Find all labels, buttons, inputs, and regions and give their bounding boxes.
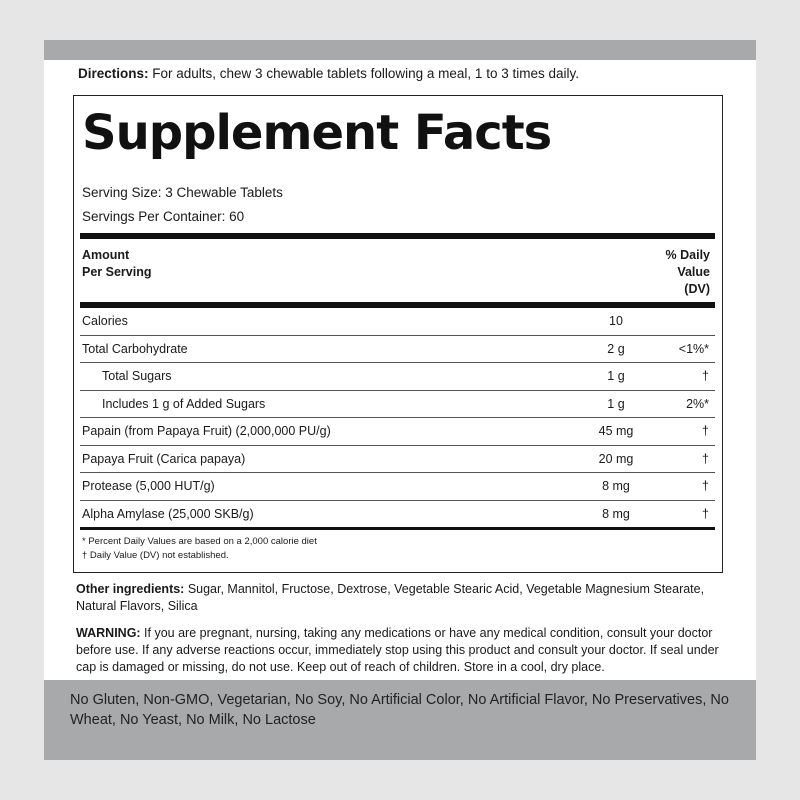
- footnote-percent-dv: * Percent Daily Values are based on a 2,000 calorie diet: [82, 536, 317, 547]
- directions-body: For adults, chew 3 chewable tablets following a meal, 1 to 3 times daily.: [148, 66, 579, 81]
- nutrient-amount: 8 mg: [602, 506, 630, 521]
- nutrient-row: [80, 336, 715, 364]
- nutrient-name: Includes 1 g of Added Sugars: [102, 396, 266, 411]
- nutrient-name: Protease (5,000 HUT/g): [82, 479, 215, 493]
- nutrient-dv: †: [702, 506, 709, 521]
- nutrient-dv: †: [702, 424, 709, 438]
- amount-header-line-1: Amount: [82, 248, 130, 262]
- other-ingredients: [76, 581, 726, 615]
- amount-header: [82, 247, 151, 281]
- warning-body: If you are pregnant, nursing, taking any medications or have any medical condition, consult your doctor before use. If any adverse reactions occur, immediately stop using this product and consult your doctor. If seal under cap is damaged or missing, do not use. Keep out of reach of children. Store in a cool, dry place.: [76, 626, 719, 674]
- nutrient-amount: 1 g: [607, 396, 625, 411]
- nutrient-row: [80, 418, 715, 446]
- divider-thick-top: [80, 233, 715, 239]
- footnote-dv-not-established: † Daily Value (DV) not established.: [82, 550, 229, 561]
- nutrient-row: [80, 501, 715, 531]
- nutrient-name: Papaya Fruit (Carica papaya): [82, 451, 246, 466]
- nutrient-dv: 2%*: [686, 396, 709, 411]
- nutrient-amount: 2 g: [607, 341, 625, 356]
- nutrient-amount: 8 mg: [602, 479, 630, 493]
- nutrient-amount: 45 mg: [598, 424, 634, 438]
- nutrient-row: [80, 446, 715, 474]
- nutrient-row: [80, 308, 715, 336]
- nutrient-name: Papain (from Papaya Fruit) (2,000,000 PU/g): [82, 424, 331, 438]
- product-claims: No Gluten, Non-GMO, Vegetarian, No Soy, No Artificial Color, No Artificial Flavor, No Preservatives, No Wheat, No Yeast, No Milk, No Lactose: [70, 692, 729, 728]
- nutrient-row: [80, 391, 715, 419]
- daily-value-header-line-2: Value: [677, 265, 710, 279]
- nutrient-table: [80, 308, 715, 530]
- daily-value-header-line-1: % Daily: [665, 248, 710, 262]
- daily-value-header-line-3: (DV): [684, 282, 710, 296]
- warning-label: WARNING:: [76, 626, 141, 640]
- nutrient-amount: 10: [609, 314, 623, 328]
- nutrient-row: [80, 363, 715, 391]
- nutrient-amount: 20 mg: [598, 451, 634, 466]
- nutrient-row: [80, 473, 715, 501]
- warning-text: [76, 625, 726, 676]
- directions-text: [78, 65, 728, 83]
- supplement-facts-title: Supplement Facts: [82, 105, 552, 161]
- other-ingredients-text: Sugar, Mannitol, Fructose, Dextrose, Vegetable Stearic Acid, Vegetable Magnesium Stearate, Natural Flavors, Silica: [76, 582, 705, 613]
- nutrient-name: Total Sugars: [102, 369, 172, 383]
- supplement-facts-panel: [73, 95, 723, 573]
- daily-value-header: [666, 247, 710, 298]
- facts-footnotes: [82, 535, 317, 563]
- other-ingredients-label: Other ingredients:: [76, 582, 185, 596]
- amount-header-line-2: Per Serving: [82, 265, 152, 279]
- nutrient-amount: 1 g: [607, 369, 625, 383]
- nutrient-name: Calories: [82, 314, 128, 328]
- nutrient-name: Total Carbohydrate: [82, 341, 188, 356]
- directions-label: Directions:: [78, 66, 149, 81]
- nutrient-dv: †: [702, 369, 709, 383]
- nutrient-dv: †: [702, 479, 709, 493]
- nutrient-dv: <1%*: [678, 341, 709, 356]
- serving-size: Serving Size: 3 Chewable Tablets: [82, 185, 283, 200]
- servings-per-container: Servings Per Container: 60: [82, 209, 245, 224]
- nutrient-dv: †: [702, 451, 709, 466]
- nutrient-name: Alpha Amylase (25,000 SKB/g): [82, 506, 254, 521]
